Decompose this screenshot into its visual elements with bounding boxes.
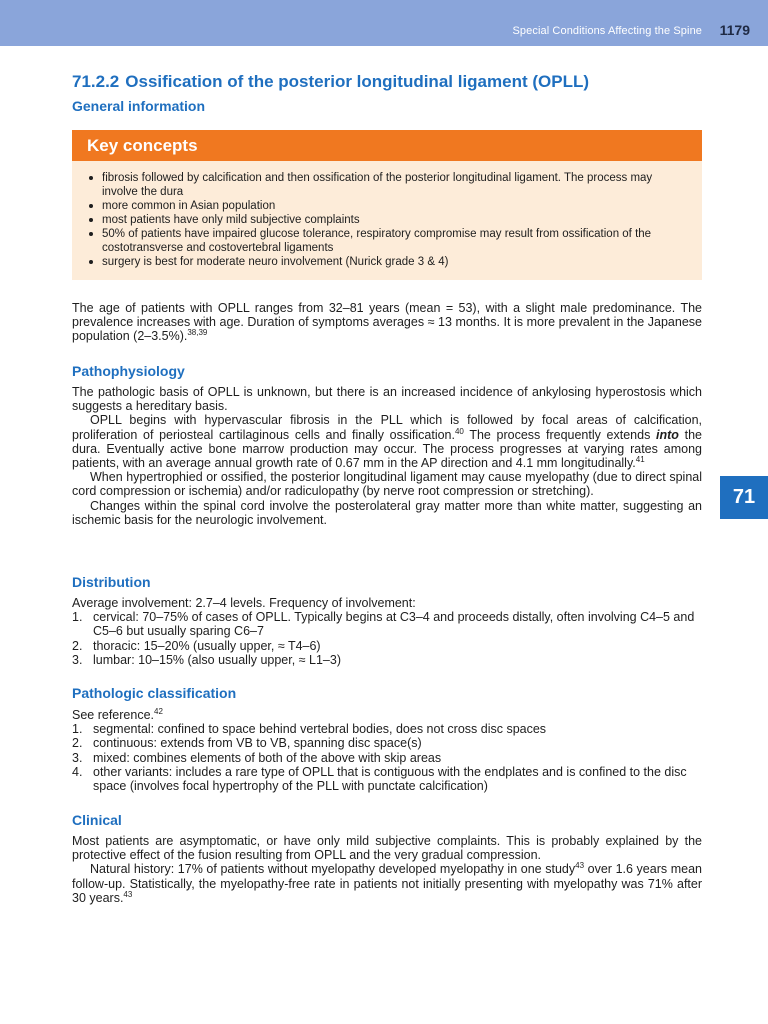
key-concept-item: most patients have only mild subjective complaints bbox=[102, 213, 686, 227]
clinical-p2-text-a: Natural history: 17% of patients without myelopathy developed myelopathy in one study bbox=[90, 862, 576, 877]
pathophysiology-p2 bbox=[72, 413, 702, 470]
list-text: continuous: extends from VB to VB, spanning disc space(s) bbox=[93, 736, 422, 751]
list-item bbox=[72, 653, 702, 667]
list-text: mixed: combines elements of both of the above with skip areas bbox=[93, 750, 442, 765]
pathophysiology-p4: Changes within the spinal cord involve the posterolateral gray matter more than white matter, suggesting an ischemic basis for the neurologic involvement. bbox=[72, 498, 702, 527]
intro-paragraph-block bbox=[72, 301, 702, 344]
list-number: 2. bbox=[72, 638, 83, 653]
intro-paragraph bbox=[72, 301, 702, 344]
citation: 40 bbox=[454, 426, 464, 436]
pathophysiology-p1: The pathologic basis of OPLL is unknown, but there is an increased incidence of ankylosing hyperostosis which suggests a hereditary basis. bbox=[72, 385, 702, 414]
classification-list bbox=[72, 722, 702, 793]
classification-intro-text: See reference. bbox=[72, 708, 154, 722]
list-number: 2. bbox=[72, 736, 83, 751]
general-information-heading: General information bbox=[72, 98, 206, 114]
intro-text: The age of patients with OPLL ranges from 32–81 years (mean = 53), with a slight male predominance. The prevalence increases with age. Duration of symptoms averages ≈ 13 months. It is more prevalent in the Japanese population (2–3.5%). bbox=[72, 301, 702, 344]
key-concepts-title: Key concepts bbox=[72, 130, 702, 161]
list-number: 4. bbox=[72, 764, 83, 779]
list-item bbox=[72, 765, 702, 793]
list-text: lumbar: 10–15% (also usually upper, ≈ L1–3) bbox=[93, 652, 341, 667]
key-concept-item: surgery is best for moderate neuro involvement (Nurick grade 3 & 4) bbox=[102, 255, 686, 269]
key-concepts-box bbox=[72, 130, 702, 280]
list-number: 1. bbox=[72, 722, 83, 737]
key-concepts-list bbox=[72, 161, 702, 269]
section-title-text: Ossification of the posterior longitudinal ligament (OPLL) bbox=[125, 72, 589, 91]
p2-text-b: The process frequently extends bbox=[463, 427, 657, 442]
citation: 43 bbox=[575, 861, 585, 871]
running-header bbox=[0, 0, 768, 46]
page-number: 1179 bbox=[719, 22, 750, 38]
emphasis-word: into bbox=[656, 427, 679, 442]
list-item bbox=[72, 751, 702, 765]
distribution-intro: Average involvement: 2.7–4 levels. Frequency of involvement: bbox=[72, 596, 416, 610]
section-title bbox=[72, 72, 589, 92]
section-number: 71.2.2 bbox=[72, 72, 120, 91]
p2-text-c: the dura. Eventually active bone marrow production may occur. The process progresses at varying rates among patients, with an average annual growth rate of 0.67 mm in the AP direction and 4.1 mm longitudinally. bbox=[72, 427, 702, 471]
classification-intro bbox=[72, 708, 702, 722]
list-text: segmental: confined to space behind vertebral bodies, does not cross disc spaces bbox=[93, 722, 547, 737]
list-text: cervical: 70–75% of cases of OPLL. Typically begins at C3–4 and proceeds distally, often involving C4–5 and C5–6 but usually sparing C6–7 bbox=[93, 610, 695, 639]
pathophysiology-p3: When hypertrophied or ossified, the posterior longitudinal ligament may cause myelopathy (due to direct spinal cord compression or ischemia) and/or radiculopathy (by nerve root compression or stretching). bbox=[72, 470, 702, 499]
list-text: other variants: includes a rare type of OPLL that is contiguous with the endplates and is confined to the disc space (involves focal hypertrophy of the PLL with punctate calcification) bbox=[93, 764, 687, 794]
key-concept-item: 50% of patients have impaired glucose tolerance, respiratory compromise may result from ossification of the costotransverse and costovertebral ligaments bbox=[102, 227, 686, 255]
list-number: 3. bbox=[72, 750, 83, 765]
list-item bbox=[72, 639, 702, 653]
clinical-p1: Most patients are asymptomatic, or have only mild subjective complaints. This is probably explained by the protective effect of the fusion resulting from OPLL and the very gradual compression. bbox=[72, 834, 702, 863]
pathophysiology-body bbox=[72, 385, 702, 527]
pathologic-classification-body bbox=[72, 708, 702, 793]
citation: 38,39 bbox=[187, 328, 208, 338]
list-item bbox=[72, 722, 702, 736]
distribution-body bbox=[72, 596, 702, 667]
p2-text-a: OPLL begins with hypervascular fibrosis in the PLL which is followed by focal areas of calcification, proliferation of periosteal cartilaginous cells and finally ossification. bbox=[72, 413, 702, 442]
list-number: 3. bbox=[72, 652, 83, 667]
list-item bbox=[72, 736, 702, 750]
clinical-p2 bbox=[72, 862, 702, 905]
key-concept-item: more common in Asian population bbox=[102, 199, 686, 213]
list-text: thoracic: 15–20% (usually upper, ≈ T4–6) bbox=[93, 638, 321, 653]
chapter-tab: 71 bbox=[720, 476, 768, 519]
distribution-heading: Distribution bbox=[72, 574, 151, 590]
list-item bbox=[72, 610, 702, 638]
citation: 41 bbox=[635, 455, 645, 465]
distribution-list bbox=[72, 610, 702, 667]
clinical-body bbox=[72, 834, 702, 905]
key-concept-item: fibrosis followed by calcification and then ossification of the posterior longitudinal ligament. The process may involve the dura bbox=[102, 171, 686, 199]
pathophysiology-heading: Pathophysiology bbox=[72, 363, 185, 379]
clinical-heading: Clinical bbox=[72, 812, 122, 828]
running-title: Special Conditions Affecting the Spine bbox=[512, 25, 702, 37]
citation: 43 bbox=[123, 889, 133, 899]
clinical-p2-text-b: over 1.6 years mean follow-up. Statistically, the myelopathy-free rate in patients not initially presenting with myelopathy was 71% after 30 years. bbox=[72, 862, 702, 905]
pathologic-classification-heading: Pathologic classification bbox=[72, 685, 237, 701]
list-number: 1. bbox=[72, 610, 83, 625]
citation: 42 bbox=[154, 707, 163, 716]
